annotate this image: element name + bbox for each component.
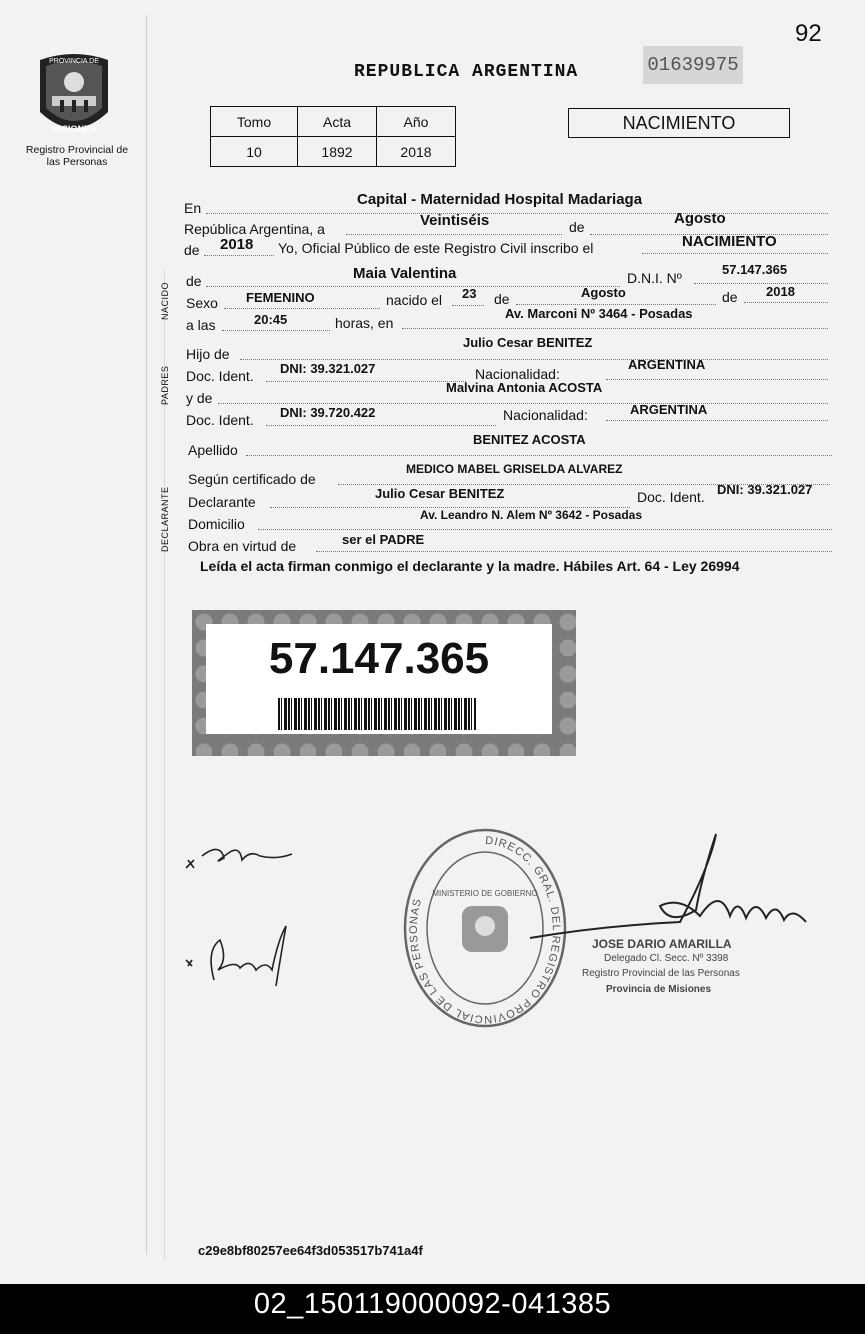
dotted-line: [206, 286, 620, 287]
sticker-label: [206, 624, 552, 734]
obra-label: Obra en virtud de: [188, 538, 297, 554]
y-de-label: y de: [186, 390, 213, 406]
dotted-line: [240, 359, 828, 360]
tomo-value: 10: [211, 137, 298, 167]
acta-header: Acta: [298, 107, 377, 137]
doc-ident-label: Doc. Ident.: [186, 412, 254, 428]
obra-value: ser el PADRE: [342, 532, 425, 547]
dotted-line: [642, 253, 828, 254]
father-nationality-value: ARGENTINA: [628, 357, 706, 372]
day-words-value: Veintiséis: [420, 212, 490, 229]
section-label-declarante: DECLARANTE: [160, 486, 170, 552]
barcode: [278, 698, 476, 730]
de-label: de: [569, 219, 585, 235]
mother-value: Malvina Antonia ACOSTA: [446, 380, 603, 395]
section-label-padres: PADRES: [160, 365, 170, 405]
segun-label: Según certificado de: [188, 471, 316, 487]
official-title-line-2: Registro Provincial de las Personas: [582, 968, 740, 979]
dotted-line: [224, 308, 380, 309]
volume-act-year-table: [210, 106, 456, 167]
closing-statement: Leída el acta firman conmigo el declarante y la madre. Hábiles Art. 64 - Ley 26994: [200, 558, 740, 574]
father-dni-value: DNI: 39.321.027: [280, 361, 376, 376]
record-type-box: NACIMIENTO: [568, 108, 790, 138]
ano-value: 2018: [377, 137, 456, 167]
name-value: Maia Valentina: [353, 265, 457, 282]
time-value: 20:45: [254, 312, 288, 327]
surname-value: BENITEZ ACOSTA: [473, 432, 586, 447]
serial-number: 01639975: [643, 46, 743, 84]
nacionalidad-label: Nacionalidad:: [475, 366, 560, 382]
nacimiento-value: NACIMIENTO: [682, 233, 777, 250]
inner-margin-line: [164, 270, 165, 1260]
de-label: de: [722, 289, 738, 305]
certifier-value: MEDICO MABEL GRISELDA ALVAREZ: [406, 462, 623, 476]
logo-text-top: PROVINCIA DE: [49, 58, 99, 65]
declarant-signature: [180, 832, 300, 882]
dni-label: D.N.I. Nº: [627, 270, 682, 286]
en-label: En: [184, 200, 202, 216]
mother-dni-value: DNI: 39.720.422: [280, 405, 376, 420]
official-title-line-3: Provincia de Misiones: [606, 984, 712, 995]
doc-ident-label: Doc. Ident.: [186, 368, 254, 384]
stamp-inner-text: MINISTERIO DE GOBIERNO: [432, 889, 538, 898]
sticker-number: 57.147.365: [268, 634, 490, 683]
republica-label: República Argentina, a: [184, 221, 325, 237]
sexo-label: Sexo: [186, 295, 218, 311]
dotted-line: [218, 403, 828, 404]
year-value: 2018: [220, 236, 254, 253]
yo-text: Yo, Oficial Público de este Registro Civil inscribo el: [278, 240, 594, 256]
apellido-label: Apellido: [188, 442, 238, 458]
horas-en-label: horas, en: [335, 315, 394, 331]
declarante-label: Declarante: [188, 494, 256, 510]
dotted-line: [402, 328, 828, 329]
dotted-line: [606, 420, 828, 421]
domicile-value: Av. Leandro N. Alem Nº 3642 - Posadas: [420, 508, 643, 522]
document-hash: c29e8bf80257ee64f3d053517b741a4f: [198, 1243, 423, 1258]
dni-sticker: [192, 610, 576, 756]
footer-id: 02_150119000092-041385: [253, 1288, 612, 1320]
dotted-line: [266, 381, 466, 382]
stamp-ring-text: DIRECC. GRAL. DEL REGISTRO PROVINCIAL DE LAS PERSONAS: [407, 834, 562, 1026]
declarant-value: Julio Cesar BENITEZ: [375, 486, 505, 501]
dotted-line: [266, 425, 496, 426]
dotted-line: [222, 330, 330, 331]
birth-month-value: Agosto: [581, 285, 626, 300]
de-label: de: [494, 291, 510, 307]
doc-ident-label: Doc. Ident.: [637, 489, 705, 505]
dotted-line: [516, 304, 716, 305]
acta-value: 1892: [298, 137, 377, 167]
tomo-header: Tomo: [211, 107, 298, 137]
domicilio-label: Domicilio: [188, 516, 245, 532]
dotted-line: [316, 551, 832, 552]
official-name: JOSE DARIO AMARILLA: [592, 937, 732, 951]
dotted-line: [258, 529, 832, 530]
nacido-el-label: nacido el: [386, 292, 443, 308]
birth-year-value: 2018: [766, 284, 795, 299]
margin-line: [146, 15, 147, 1255]
section-label-nacido: NACIDO: [160, 281, 170, 320]
dotted-line: [452, 305, 484, 306]
document-title: REPUBLICA ARGENTINA: [354, 62, 579, 82]
month-value: Agosto: [674, 210, 726, 227]
de-label: de: [184, 242, 200, 258]
dotted-line: [346, 234, 562, 235]
dotted-line: [694, 283, 828, 284]
mother-nationality-value: ARGENTINA: [630, 402, 708, 417]
dotted-line: [206, 213, 828, 214]
province-coat-of-arms-logo: [34, 52, 114, 144]
dotted-line: [246, 455, 832, 456]
dotted-line: [204, 255, 274, 256]
official-title-line-1: Delegado Cl. Secc. Nº 3398: [604, 953, 729, 964]
dotted-line: [744, 302, 828, 303]
father-value: Julio Cesar BENITEZ: [463, 335, 593, 350]
dotted-line: [606, 379, 828, 380]
place-value: Capital - Maternidad Hospital Madariaga: [357, 191, 643, 208]
a-las-label: a las: [186, 317, 216, 333]
nacionalidad-label: Nacionalidad:: [503, 407, 588, 423]
logo-text-bottom: MISIONES: [51, 124, 97, 134]
mother-signature: [180, 920, 300, 996]
hijo-de-label: Hijo de: [186, 346, 230, 362]
declarant-dni-value: DNI: 39.321.027: [717, 482, 813, 497]
birth-day-value: 23: [462, 286, 477, 301]
dni-value: 57.147.365: [722, 262, 788, 277]
birth-address-value: Av. Marconi Nº 3464 - Posadas: [505, 306, 693, 321]
ano-header: Año: [377, 107, 456, 137]
de-label: de: [186, 273, 202, 289]
sex-value: FEMENINO: [246, 290, 315, 305]
registry-name: Registro Provincial de las Personas: [25, 144, 129, 168]
page-number: 92: [795, 20, 822, 47]
